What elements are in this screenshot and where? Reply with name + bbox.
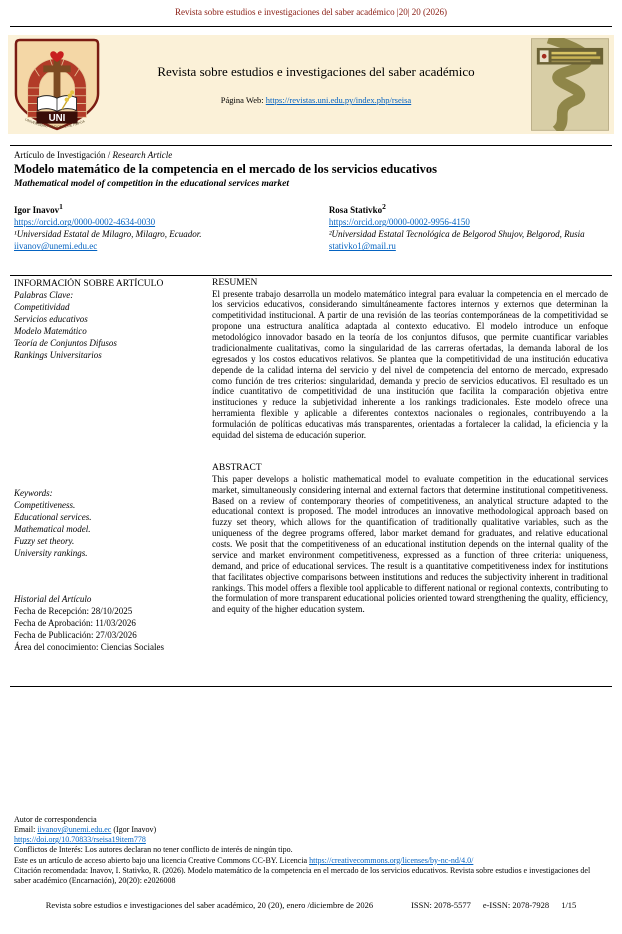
journal-banner xyxy=(8,35,614,134)
wheat-grain xyxy=(70,90,74,94)
journal-cover-thumbnail xyxy=(531,38,609,131)
history-label: Historial del Artículo xyxy=(14,593,92,604)
author-1-affiliation: ¹Universidad Estatal de Milagro, Milagro, Ecuador. xyxy=(14,229,202,240)
author-1-orcid-link[interactable]: https://orcid.org/0000-0002-4634-0030 xyxy=(14,217,156,228)
keyword-item: Fuzzy set theory. xyxy=(14,535,75,546)
author-1-sup: 1 xyxy=(59,202,63,211)
wheat-grain xyxy=(68,94,72,98)
divider-top xyxy=(10,26,612,27)
footer-eissn: e-ISSN: 2078-7928 xyxy=(482,900,550,911)
author-1-name xyxy=(14,202,329,216)
author-2-name xyxy=(329,202,608,216)
cross-icon xyxy=(54,57,61,99)
abstract-header: ABSTRACT xyxy=(212,462,262,473)
correspondence-title: Autor de correspondencia xyxy=(14,814,97,824)
divider-above-info xyxy=(10,275,612,276)
license-link[interactable]: https://creativecommons.org/licenses/by-nc-nd/4.0/ xyxy=(309,855,474,865)
authors-block xyxy=(14,202,608,253)
cover-subtitle-line xyxy=(551,61,590,63)
article-head xyxy=(14,150,608,189)
keyword-item: University rankings. xyxy=(14,547,88,558)
palabra-clave-item: Teoría de Conjuntos Difusos xyxy=(14,338,117,349)
footer-issn: ISSN: 2078-5577 xyxy=(411,900,471,911)
author-1-email-link[interactable]: iivanov@unemi.edu.ec xyxy=(14,241,98,252)
author-2-sup: 2 xyxy=(382,202,386,211)
history-item: Fecha de Publicación: 27/03/2026 xyxy=(14,629,137,640)
divider-below-banner xyxy=(10,145,612,146)
license-text: Este es un artículo de acceso abierto bajo una licencia Creative Commons CC-BY. Licencia xyxy=(14,855,310,865)
conflicts-statement: Conflictos de Interés: Los autores declaran no tener conflicto de interés de ningún tipo. xyxy=(14,845,293,855)
article-title-es: Modelo matemático de la competencia en el mercado de los servicios educativos xyxy=(14,162,437,176)
running-head: Revista sobre estudios e investigaciones del saber académico |20| 20 (2026) xyxy=(174,7,448,17)
correspondence-block xyxy=(14,815,608,887)
article-type-en: Research Article xyxy=(112,150,173,160)
uni-acronym: UNI xyxy=(48,113,66,125)
article-type xyxy=(14,150,608,160)
article-info-column xyxy=(14,278,210,676)
main-columns xyxy=(14,278,608,676)
keywords-label: Keywords: xyxy=(14,488,53,498)
history-item: Fecha de Aprobación: 11/03/2026 xyxy=(14,617,136,628)
license-line xyxy=(14,856,608,866)
footer-issn-block xyxy=(411,900,576,910)
author-2-name-text: Rosa Stativko xyxy=(328,205,383,215)
journal-title: Revista sobre estudios e investigaciones del saber académico xyxy=(157,64,475,79)
author-1-name-text: Igor Inavov xyxy=(14,205,60,215)
palabra-clave-item: Servicios educativos xyxy=(14,314,88,325)
resumen-text: El presente trabajo desarrolla un modelo matemático integral para evaluar la competencia en el mercado de los servicios educativos, considerando simultáneamente factores internos y externos que determinan la competitividad institucional. A partir de una revisión de las teorías contemporáneas de la competitividad se propone una estructura analítica adaptada al contexto educativo. El modelo introduce un enfoque metodológico innovador basado en la teoría de los conjuntos difusos, que permite cuantificar variables tradicionalmente cualitativas, como la singularidad de las carreras ofertadas, la demanda laboral de los egresados y los costos educativos relativos. Se plantea que la competitividad de una institución educativa depende de la calidad interna del servicio y del nivel de competencia del entorno de mercado, expresado como función de tres criterios: singularidad, demanda y precio de servicios educativos. El resultado es un índice cuantitativo de competitividad de una institución que facilita la comparación objetiva entre instituciones y reduce la subjetividad inherente a los rankings tradicionales. Este modelo ofrece una herramienta flexible y aplicable a diferentes contextos nacionales o regionales, contribuyendo a la formulación de políticas educativas más transparentes, orientadas a fortalecer la calidad, la eficiencia y la equidad del sistema de educación superior. xyxy=(212,288,608,440)
blank-space xyxy=(0,687,622,815)
author-2-orcid-link[interactable]: https://orcid.org/0000-0002-9956-4150 xyxy=(328,217,470,228)
cross-bar xyxy=(43,65,70,72)
author-1 xyxy=(14,202,329,253)
keyword-item: Competitiveness. xyxy=(14,499,76,510)
page-footer xyxy=(0,900,622,910)
university-name-arc: UNIVERSIDAD NACIONAL DE ITAPÚA xyxy=(24,117,86,130)
email-label: Email: xyxy=(14,824,38,834)
email-suffix: (Igor Inavov) xyxy=(111,824,157,834)
keyword-item: Educational services. xyxy=(14,511,92,522)
palabra-clave-item: Competitividad xyxy=(14,302,70,313)
footer-journal-line: Revista sobre estudios e investigaciones del saber académico, 20 (20), enero /diciembre de 2026 xyxy=(45,900,374,911)
history-item: Fecha de Recepción: 28/10/2025 xyxy=(14,605,133,616)
palabras-clave-label: Palabras Clave: xyxy=(14,290,74,301)
resumen-header: RESUMEN xyxy=(212,277,258,288)
keyword-item: Mathematical model. xyxy=(14,523,91,534)
recommended-citation: Citación recomendada: Inavov, I. Stativko, R. (2026). Modelo matemático de la competencia en el mercado de los servicios educativos. Revista sobre estudios e investigaciones del saber académico (Encarnación), 20(20): e2026008 xyxy=(14,865,591,885)
cover-title-line xyxy=(551,56,600,59)
doi-link[interactable]: https://doi.org/10.70833/rseisa19item778 xyxy=(14,835,146,845)
author-2-email-link[interactable]: stativko1@mail.ru xyxy=(328,241,396,252)
author-2 xyxy=(329,202,608,253)
correspondence-email-line xyxy=(14,825,608,835)
banner-center xyxy=(101,64,531,105)
university-logo xyxy=(13,37,101,132)
abstract-text: This paper develops a holistic mathematical model to evaluate competition in the educational services market, simultaneously considering internal and external factors that determine institutional competitiveness. Based on a review of contemporary theories of competitiveness, an analytical structure adapted to the educational context is proposed. The model introduces an innovative methodological approach based on fuzzy set theory, which allows for the quantification of traditionally qualitative variables, such as the uniqueness of the degree programs offered, labor market demand for graduates, and relative educational costs. We posit that the competitiveness of an educational institution depends on the internal quality of the service and market environment competitiveness, expressed as a function of three criteria: uniqueness, demand, and price of educational services. The result is a quantitative competitiveness index for institutions that facilitates objective comparisons between institutions and reduces the subjectivity inherent in traditional rankings. This model offers a flexible tool applicable to different national or regional contexts, contributing to the formulation of more transparent educational policies oriented toward strengthening the quality, efficiency, and equity of the higher education system. xyxy=(212,473,608,615)
web-label: Página Web: xyxy=(220,95,266,105)
keywords-group xyxy=(14,488,210,560)
palabra-clave-item: Modelo Matemático xyxy=(14,326,87,337)
palabra-clave-item: Rankings Universitarios xyxy=(14,350,102,361)
author-2-affiliation: ²Universidad Estatal Tecnológica de Belgorod Shujov, Belgorod, Rusia xyxy=(328,229,585,240)
correspondence-email-link[interactable]: iivanov@unemi.edu.ec xyxy=(37,824,112,834)
footer-page-number: 1/15 xyxy=(561,900,577,911)
abstracts-column xyxy=(212,278,608,676)
info-header: INFORMACIÓN SOBRE ARTÍCULO xyxy=(14,278,164,289)
cover-mini-logo-mark xyxy=(542,54,547,59)
cover-title-line xyxy=(551,52,596,55)
history-item: Área del conocimiento: Ciencias Sociales xyxy=(14,641,164,652)
journal-website-link[interactable]: https://revistas.uni.edu.py/index.php/rseisa xyxy=(265,95,412,105)
article-title-en: Mathematical model of competition in the educational services market xyxy=(14,179,289,189)
wheat-grain xyxy=(65,98,69,102)
article-type-es: Artículo de Investigación / xyxy=(14,150,113,160)
journal-web-line xyxy=(101,95,531,105)
article-history-group xyxy=(14,594,210,654)
